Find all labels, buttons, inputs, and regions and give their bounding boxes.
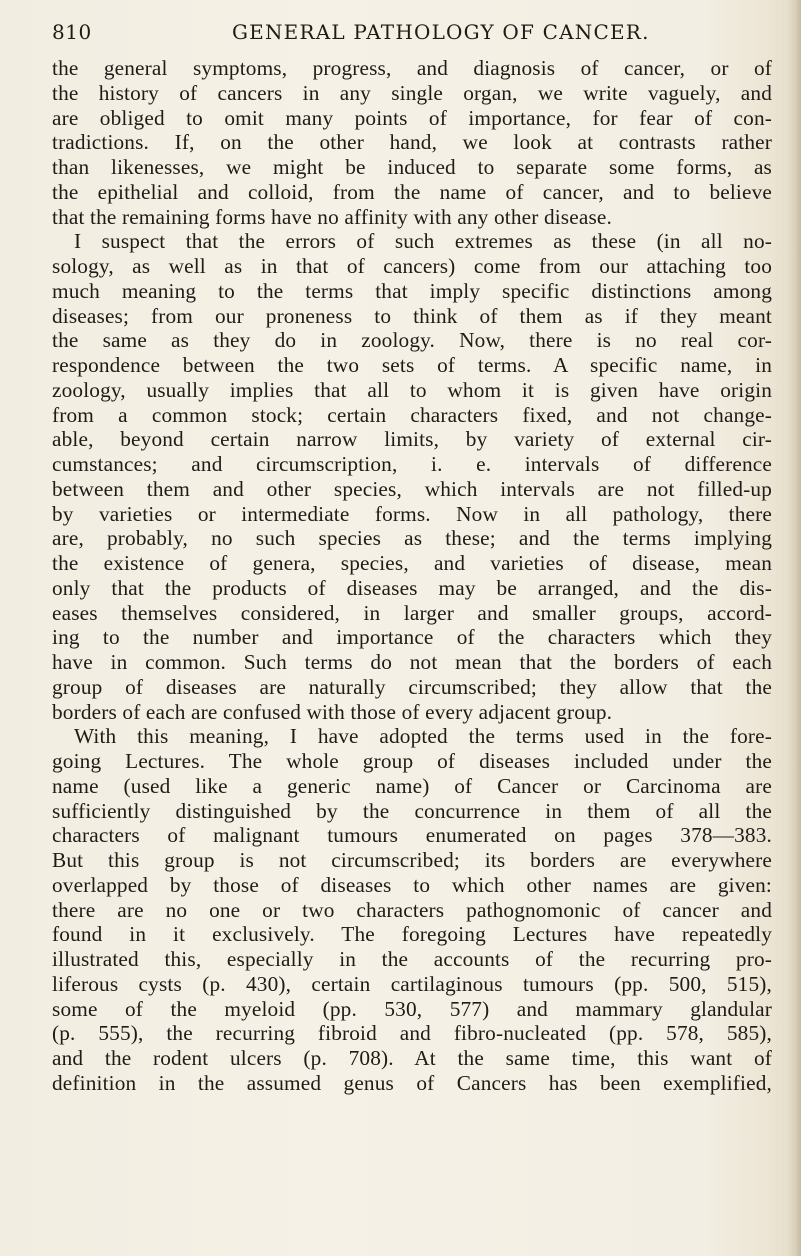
text-line: there are no one or two characters pathognomonic of cancer and [52,897,772,922]
text-line: the same as they do in zoology. Now, there is no real cor- [52,328,772,353]
text-line: zoology, usually implies that all to whom it is given have origin [52,377,772,402]
text-line: some of the myeloid (pp. 530, 577) and mammary glandular [52,996,772,1021]
text-line: I suspect that the errors of such extremes as these (in all no- [74,229,772,254]
text-line: the epithelial and colloid, from the name of cancer, and to believe [52,179,772,204]
text-line: illustrated this, especially in the accounts of the recurring pro- [52,947,772,971]
text-line: cumstances; and circumscription, i. e. intervals of difference [52,452,772,476]
text-line: characters of malignant tumours enumerated on pages 378—383. [52,823,772,848]
text-line: But this group is not circumscribed; its borders are everywhere [52,848,772,872]
text-line: have in common. Such terms do not mean that the borders of each [52,650,772,674]
text-line: diseases; from our proneness to think of them as if they meant [52,303,772,328]
running-head: GENERAL PATHOLOGY OF CANCER. [232,20,650,44]
text-line: by varieties or intermediate forms. Now in all pathology, there [52,501,772,526]
text-line: that the remaining forms have no affinity with any other disease. [52,204,612,229]
text-line: going Lectures. The whole group of diseases included under the [52,749,772,773]
text-line: only that the products of diseases may be arranged, and the dis- [52,575,772,600]
text-line: eases themselves considered, in larger and smaller groups, accord- [52,600,772,625]
text-line: With this meaning, I have adopted the terms used in the fore- [74,724,772,749]
text-line: sology, as well as in that of cancers) come from our attaching too [52,254,772,278]
text-line: than likenesses, we might be induced to separate some forms, as [52,155,772,179]
text-line: the existence of genera, species, and varieties of disease, mean [52,551,772,575]
text-line: and the rodent ulcers (p. 708). At the same time, this want of [52,1046,772,1070]
body-text [52,56,772,1096]
text-line: much meaning to the terms that imply specific distinctions among [52,278,772,303]
page-edge-shadow [787,0,801,1256]
text-line: between them and other species, which intervals are not filled-up [52,476,772,501]
text-line: the general symptoms, progress, and diagnosis of cancer, or of [52,56,772,80]
text-line: name (used like a generic name) of Cancer or Carcinoma are [52,773,772,798]
text-line: respondence between the two sets of terms. A specific name, in [52,353,772,377]
text-line: able, beyond certain narrow limits, by variety of external cir- [52,427,772,452]
text-line: group of diseases are naturally circumscribed; they allow that the [52,674,772,699]
text-line: tradictions. If, on the other hand, we look at contrasts rather [52,130,772,155]
text-line: are obliged to omit many points of importance, for fear of con- [52,105,772,130]
text-line: sufficiently distinguished by the concurrence in them of all the [52,798,772,823]
text-line: from a common stock; certain characters fixed, and not change- [52,402,772,427]
text-line: (p. 555), the recurring fibroid and fibro-nucleated (pp. 578, 585), [52,1021,772,1046]
text-line: liferous cysts (p. 430), certain cartilaginous tumours (pp. 500, 515), [52,971,772,996]
text-line: overlapped by those of diseases to which other names are given: [52,872,772,897]
page-number: 810 [52,20,92,44]
text-line: definition in the assumed genus of Cancers has been exemplified, [52,1070,772,1095]
page-header [0,18,801,48]
text-line: borders of each are confused with those of every adjacent group. [52,699,613,724]
text-line: the history of cancers in any single organ, we write vaguely, and [52,80,772,105]
text-line: are, probably, no such species as these; and the terms implying [52,526,772,551]
text-line: found in it exclusively. The foregoing Lectures have repeatedly [52,922,772,947]
text-line: ing to the number and importance of the characters which they [52,625,772,650]
